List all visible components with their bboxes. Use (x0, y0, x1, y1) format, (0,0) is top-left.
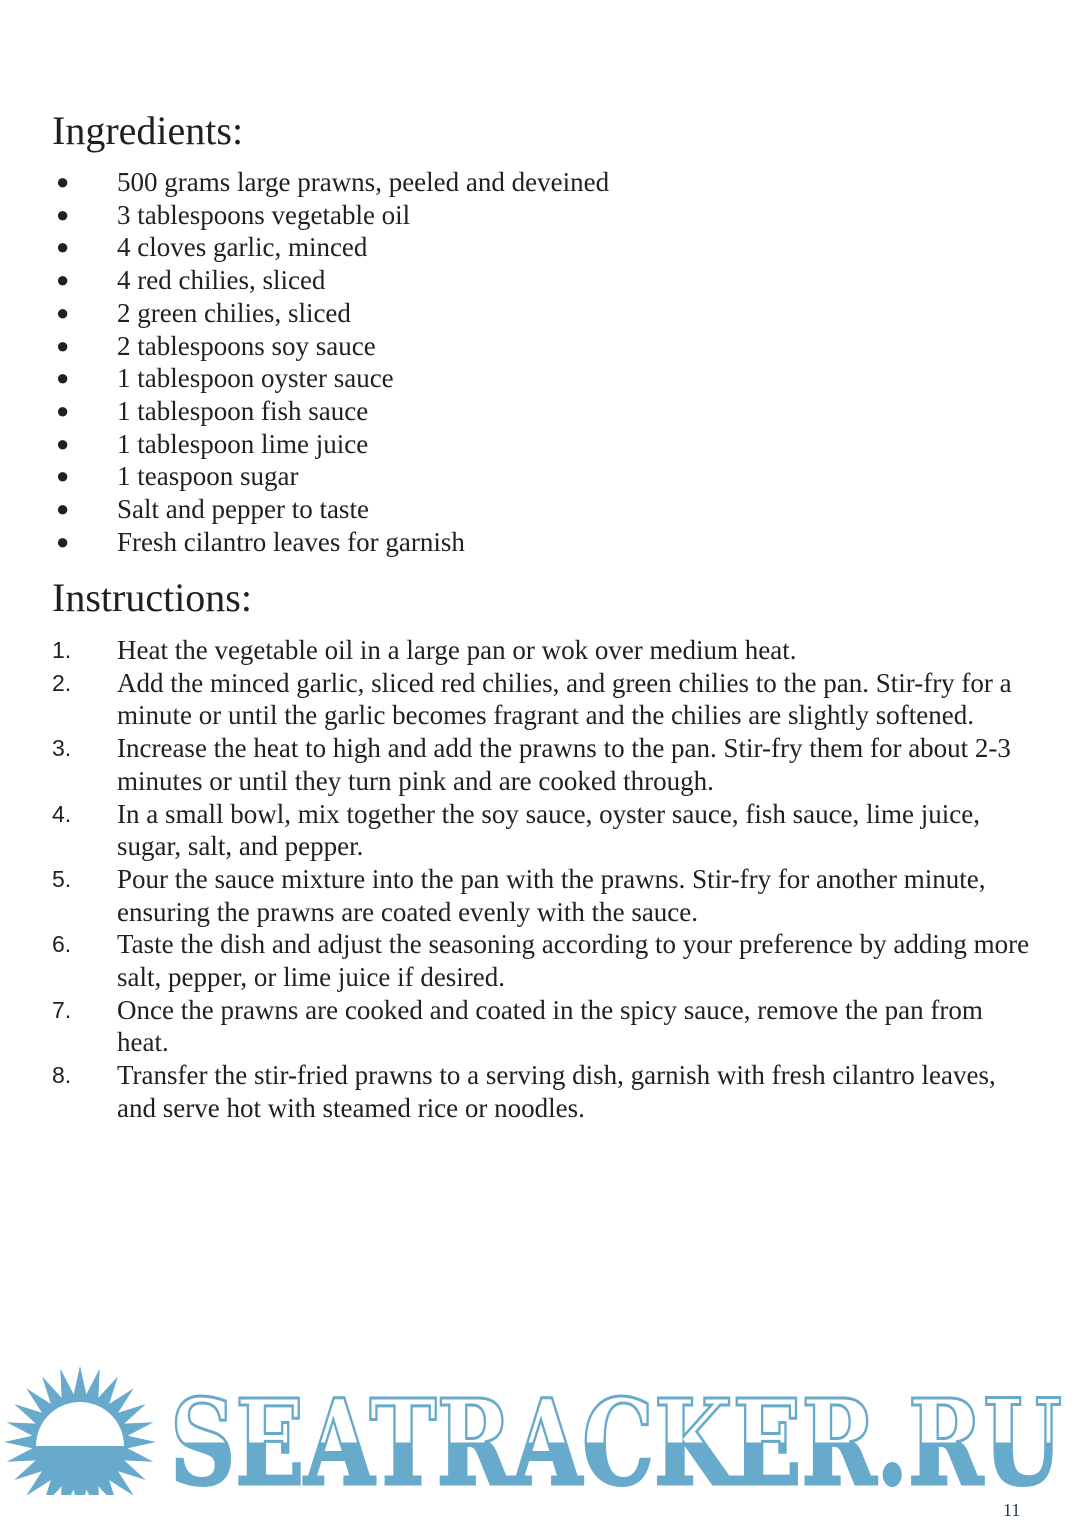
step-number: 2. (52, 669, 72, 696)
ingredient-item (52, 264, 1032, 297)
ingredient-text: 4 cloves garlic, minced (117, 232, 368, 263)
ingredient-text: 1 tablespoon lime juice (117, 428, 369, 459)
ingredient-text: Fresh cilantro leaves for garnish (117, 526, 465, 557)
bullet-icon: ● (56, 528, 70, 554)
step-text: Pour the sauce mixture into the pan with the prawns. Stir-fry for another minute, ensuring the prawns are coated evenly with the sauce. (117, 863, 986, 927)
page-number: 11 (1003, 1500, 1021, 1520)
bullet-icon: ● (56, 365, 70, 391)
step-text: Increase the heat to high and add the prawns to the pan. Stir-fry them for about 2-3 minutes or until they turn pink and are cooked through. (117, 733, 1011, 796)
step-text: Taste the dish and adjust the seasoning according to your preference by adding more salt, pepper, or lime juice if desired. (117, 929, 1030, 993)
ingredient-item (52, 395, 1032, 428)
step-text: Transfer the stir-fried prawns to a serving dish, garnish with fresh cilantro leaves, and serve hot with steamed rice or noodles. (117, 1060, 996, 1123)
watermark-text: SEATRACKER.RU (170, 1373, 1062, 1495)
instruction-step (52, 928, 1032, 993)
instructions-list (52, 634, 1032, 1125)
instructions-heading: Instructions: (52, 575, 252, 620)
step-text: Heat the vegetable oil in a large pan or wok over medium heat. (117, 635, 797, 665)
ingredient-text: Salt and pepper to taste (117, 494, 369, 525)
ingredient-text: 2 green chilies, sliced (117, 297, 351, 328)
ingredient-item (52, 526, 1032, 559)
ingredient-text: 500 grams large prawns, peeled and deveined (117, 167, 610, 197)
sun-icon (4, 1366, 156, 1495)
bullet-icon: ● (56, 267, 70, 293)
ingredient-text: 4 red chilies, sliced (117, 265, 326, 296)
ingredient-item (52, 460, 1032, 493)
watermark-logo (0, 1360, 1080, 1495)
instruction-step (52, 798, 1032, 863)
ingredient-item (52, 330, 1032, 363)
bullet-icon: ● (56, 234, 70, 260)
bullet-icon: ● (56, 496, 70, 522)
ingredient-item (52, 297, 1032, 330)
step-number: 4. (52, 800, 72, 827)
ingredients-list (52, 166, 1032, 558)
instruction-step (52, 634, 1032, 667)
step-number: 1. (52, 637, 72, 663)
step-number: 7. (52, 996, 72, 1023)
ingredients-heading: Ingredients: (52, 108, 244, 153)
ingredient-text: 3 tablespoons vegetable oil (117, 199, 411, 230)
bullet-icon: ● (56, 201, 70, 227)
step-text: Add the minced garlic, sliced red chilies, and green chilies to the pan. Stir-fry for a minute or until the garlic becomes fragrant and the chilies are slightly softened. (117, 667, 1012, 731)
bullet-icon: ● (56, 169, 70, 194)
bullet-icon: ● (56, 397, 70, 423)
ingredient-text: 1 tablespoon oyster sauce (117, 363, 394, 394)
bullet-icon: ● (56, 430, 70, 456)
instruction-step (52, 667, 1032, 732)
ingredient-item (52, 493, 1032, 526)
step-number: 5. (52, 865, 72, 892)
instruction-step (52, 1059, 1032, 1124)
instruction-step (52, 994, 1032, 1059)
step-number: 8. (52, 1062, 72, 1089)
instruction-step (52, 863, 1032, 928)
bullet-icon: ● (56, 463, 70, 489)
ingredient-item (52, 166, 1032, 199)
bullet-icon: ● (56, 332, 70, 358)
ingredient-item (52, 428, 1032, 461)
step-number: 3. (52, 735, 72, 762)
ingredient-text: 1 teaspoon sugar (117, 461, 299, 492)
ingredient-text: 2 tablespoons soy sauce (117, 330, 376, 361)
step-text: In a small bowl, mix together the soy sauce, oyster sauce, fish sauce, lime juice, sugar, salt, and pepper. (117, 798, 980, 862)
bullet-icon: ● (56, 299, 70, 325)
instruction-step (52, 732, 1032, 797)
step-text: Once the prawns are cooked and coated in the spicy sauce, remove the pan from heat. (117, 994, 983, 1058)
ingredient-text: 1 tablespoon fish sauce (117, 395, 369, 426)
step-number: 6. (52, 931, 72, 958)
ingredient-item (52, 362, 1032, 395)
ingredient-item (52, 231, 1032, 264)
ingredient-item (52, 199, 1032, 232)
